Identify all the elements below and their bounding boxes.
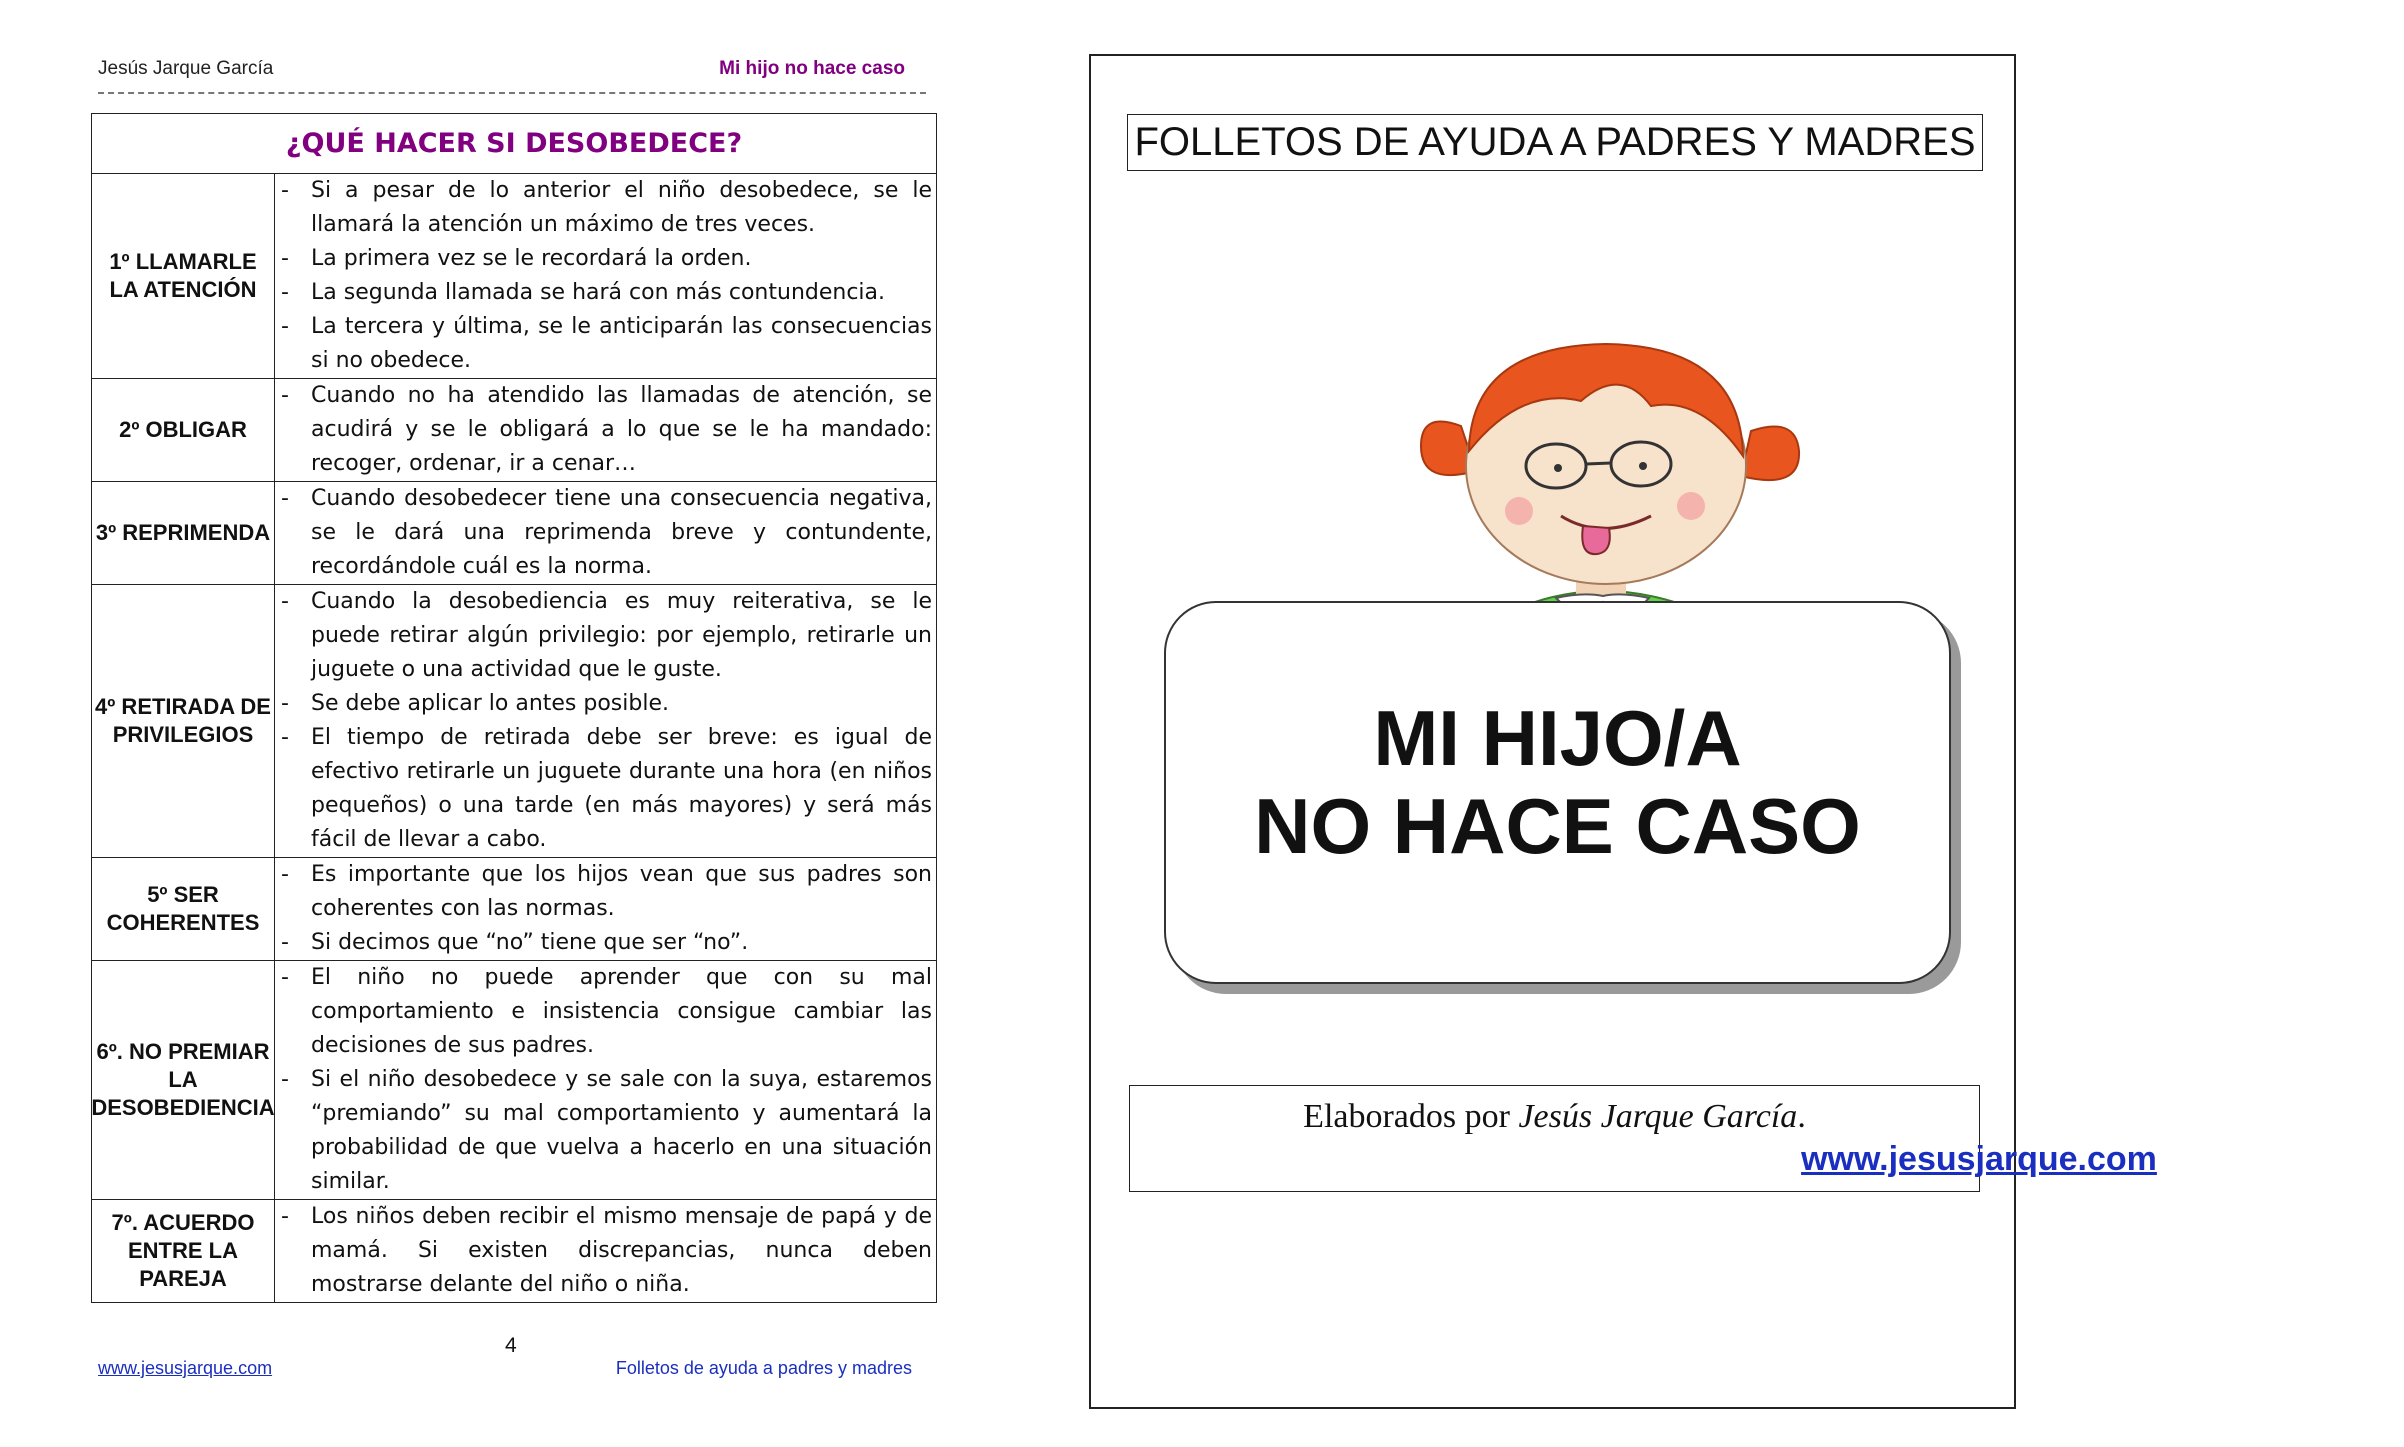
cover-title-line-2: NO HACE CASO [1254, 782, 1861, 870]
page-number: 4 [505, 1334, 517, 1357]
header-author: Jesús Jarque García [98, 58, 274, 79]
item-text: Si a pesar de lo anterior el niño desobedece, se le llamará la atención un máximo de tres veces. [311, 178, 932, 237]
list-item [281, 858, 932, 926]
bullet-dash: - [281, 1067, 289, 1092]
list-item [281, 721, 932, 857]
list-item [281, 242, 932, 276]
list-item [281, 926, 932, 960]
title-card [1164, 601, 1951, 984]
bullet-dash: - [281, 1204, 289, 1229]
item-text: La tercera y última, se le anticiparán las consecuencias si no obedece. [311, 314, 932, 373]
actions-table [91, 113, 937, 1303]
row-label: 4º RETIRADA DE PRIVILEGIOS [92, 585, 275, 857]
item-text: Si decimos que “no” tiene que ser “no”. [311, 930, 749, 955]
row-label: 7º. ACUERDO ENTRE LA PAREJA [92, 1200, 275, 1302]
bullet-dash: - [281, 589, 289, 614]
footer-website-link[interactable]: www.jesusjarque.com [98, 1358, 273, 1378]
table-title: ¿QUÉ HACER SI DESOBEDECE? [92, 114, 936, 174]
item-text: Los niños deben recibir el mismo mensaje de papá y de mamá. Si existen discrepancias, nunca deben mostrarse delante del niño o niña. [311, 1204, 932, 1297]
item-text: La primera vez se le recordará la orden. [311, 246, 752, 271]
item-text: Es importante que los hijos vean que sus padres son coherentes con las normas. [311, 862, 932, 921]
table-row [92, 379, 936, 482]
item-text: Cuando desobedecer tiene una consecuencia negativa, se le dará una reprimenda breve y contundente, recordándole cuál es la norma. [311, 486, 932, 579]
credit-line [1130, 1098, 1979, 1136]
bullet-dash: - [281, 930, 289, 955]
list-item [281, 174, 932, 242]
row-content [275, 379, 936, 481]
row-label: 1º LLAMARLE LA ATENCIÓN [92, 174, 275, 378]
row-content [275, 174, 936, 378]
series-title: FOLLETOS DE AYUDA A PADRES Y MADRES [1127, 114, 1983, 171]
row-label: 2º OBLIGAR [92, 379, 275, 481]
list-item [281, 961, 932, 1063]
table-row [92, 1200, 936, 1302]
bullet-dash: - [281, 965, 289, 990]
table-row [92, 482, 936, 585]
bullet-dash: - [281, 246, 289, 271]
item-text: El tiempo de retirada debe ser breve: es igual de efectivo retirarle un juguete durante una hora (en niños pequeños) o una tarde (en más mayores) y será más fácil de llevar a cabo. [311, 725, 932, 852]
bullet-dash: - [281, 486, 289, 511]
table-row [92, 858, 936, 961]
bullet-dash: - [281, 178, 289, 203]
table-row [92, 174, 936, 379]
bullet-dash: - [281, 383, 289, 408]
list-item [281, 687, 932, 721]
credit-name: Jesús Jarque García [1518, 1098, 1798, 1135]
row-content [275, 1200, 936, 1302]
credit-box [1129, 1085, 2157, 1192]
list-item [281, 310, 932, 378]
item-text: Se debe aplicar lo antes posible. [311, 691, 669, 716]
list-item [281, 1063, 932, 1199]
row-label: 3º REPRIMENDA [92, 482, 275, 584]
item-text: Cuando la desobediencia es muy reiterativa, se le puede retirar algún privilegio: por ejemplo, retirarle un juguete o una actividad que le guste. [311, 589, 932, 682]
bullet-dash: - [281, 280, 289, 305]
bullet-dash: - [281, 314, 289, 339]
row-content [275, 858, 936, 960]
bullet-dash: - [281, 691, 289, 716]
bullet-dash: - [281, 862, 289, 887]
list-item [281, 1200, 932, 1302]
cover-page [1089, 54, 2157, 1409]
row-label: 5º SER COHERENTES [92, 858, 275, 960]
credit-website-link[interactable]: www.jesusjarque.com [1801, 1140, 2157, 1178]
item-text: La segunda llamada se hará con más contundencia. [311, 280, 886, 305]
row-content [275, 585, 936, 857]
item-text: Cuando no ha atendido las llamadas de atención, se acudirá y se le obligará a lo que se le ha mandado: recoger, ordenar, ir a cenar… [311, 383, 932, 476]
left-page [0, 0, 1010, 1447]
list-item [281, 276, 932, 310]
list-item [281, 482, 932, 584]
cover-title-line-1: MI HIJO/A [1373, 694, 1742, 782]
list-item [281, 379, 932, 481]
header-divider [98, 92, 926, 94]
footer-series: Folletos de ayuda a padres y madres [615, 1358, 912, 1378]
table-row [92, 961, 936, 1200]
credit-prefix: Elaborados por [1303, 1098, 1519, 1135]
row-label: 6º. NO PREMIAR LA DESOBEDIENCIA [92, 961, 275, 1199]
item-text: El niño no puede aprender que con su mal comportamiento e insistencia consigue cambiar las decisiones de sus padres. [311, 965, 932, 1058]
list-item [281, 585, 932, 687]
row-content [275, 961, 936, 1199]
row-content [275, 482, 936, 584]
bullet-dash: - [281, 725, 289, 750]
table-body [92, 174, 936, 1302]
table-row [92, 585, 936, 858]
item-text: Si el niño desobedece y se sale con la suya, estaremos “premiando” su mal comportamiento y aumentará la probabilidad de que vuelva a hacerlo en una situación similar. [311, 1067, 932, 1194]
header-title: Mi hijo no hace caso [719, 58, 905, 79]
credit-suffix: . [1797, 1098, 1806, 1135]
